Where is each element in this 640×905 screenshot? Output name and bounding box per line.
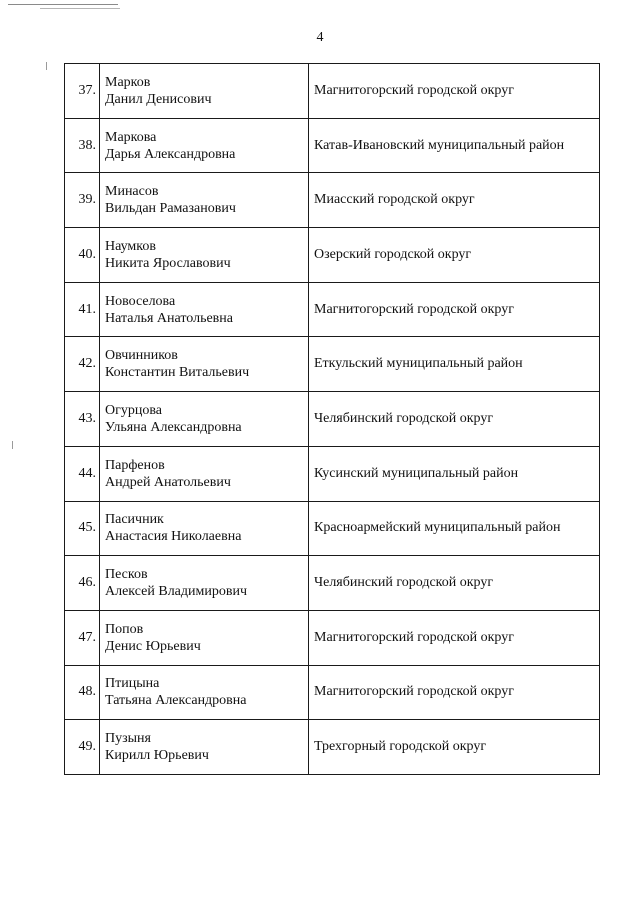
table-row <box>65 337 600 392</box>
table-row <box>65 64 600 119</box>
participant-surname: Птицына <box>105 676 160 692</box>
row-number: 45. <box>65 501 100 556</box>
participant-name-cell <box>100 282 309 337</box>
participant-given-names: Денис Юрьевич <box>105 638 201 654</box>
participant-name-cell <box>100 173 309 228</box>
participant-name-cell <box>100 720 309 775</box>
participant-given-names: Константин Витальевич <box>105 365 250 381</box>
municipality-cell: Магнитогорский городской округ <box>309 282 600 337</box>
row-number: 46. <box>65 556 100 611</box>
participant-given-names: Ульяна Александровна <box>105 419 242 435</box>
table-row <box>65 228 600 283</box>
table-row <box>65 173 600 228</box>
participant-name-cell <box>100 337 309 392</box>
participant-name-cell <box>100 392 309 447</box>
row-number: 40. <box>65 228 100 283</box>
row-number: 37. <box>65 64 100 119</box>
participant-surname: Минасов <box>105 184 159 200</box>
scan-artifact-line <box>8 4 118 5</box>
row-number: 43. <box>65 392 100 447</box>
participant-given-names: Алексей Владимирович <box>105 584 248 600</box>
participant-surname: Огурцова <box>105 402 162 418</box>
row-number: 49. <box>65 720 100 775</box>
page-number: 4 <box>316 30 324 45</box>
participant-surname: Пузыня <box>105 731 151 747</box>
table-row <box>65 392 600 447</box>
row-number: 48. <box>65 665 100 720</box>
row-number: 44. <box>65 446 100 501</box>
scan-artifact-mark <box>12 441 13 449</box>
scan-artifact-mark <box>46 62 47 70</box>
participant-name-cell <box>100 610 309 665</box>
row-number: 41. <box>65 282 100 337</box>
municipality-cell: Челябинский городской округ <box>309 392 600 447</box>
participant-name-cell <box>100 64 309 119</box>
table-row <box>65 446 600 501</box>
table-row <box>65 282 600 337</box>
row-number: 38. <box>65 118 100 173</box>
participants-table-body <box>65 64 600 775</box>
participant-given-names: Андрей Анатольевич <box>105 474 231 490</box>
participant-surname: Попов <box>105 621 144 637</box>
participant-given-names: Вильдан Рамазанович <box>105 201 236 217</box>
table-row <box>65 118 600 173</box>
participant-name-cell <box>100 501 309 556</box>
participant-surname: Овчинников <box>105 348 178 364</box>
participant-surname: Марков <box>105 74 151 90</box>
participants-table <box>64 63 600 775</box>
municipality-cell: Кусинский муниципальный район <box>309 446 600 501</box>
table-row <box>65 556 600 611</box>
participant-given-names: Никита Ярославович <box>105 255 231 271</box>
participant-surname: Пасичник <box>105 512 164 528</box>
municipality-cell: Катав-Ивановский муниципальный район <box>309 118 600 173</box>
table-row <box>65 610 600 665</box>
municipality-cell: Магнитогорский городской округ <box>309 64 600 119</box>
row-number: 39. <box>65 173 100 228</box>
participant-name-cell <box>100 446 309 501</box>
participant-given-names: Данил Денисович <box>105 91 212 107</box>
municipality-cell: Еткульский муниципальный район <box>309 337 600 392</box>
participant-name-cell <box>100 665 309 720</box>
participant-surname: Новоселова <box>105 293 176 309</box>
participant-name-cell <box>100 556 309 611</box>
municipality-cell: Красноармейский муниципальный район <box>309 501 600 556</box>
table-row <box>65 501 600 556</box>
participant-surname: Наумков <box>105 238 156 254</box>
row-number: 42. <box>65 337 100 392</box>
municipality-cell: Магнитогорский городской округ <box>309 665 600 720</box>
participant-given-names: Анастасия Николаевна <box>105 529 242 545</box>
municipality-cell: Озерский городской округ <box>309 228 600 283</box>
scan-artifact-line <box>40 8 120 9</box>
participant-name-cell <box>100 228 309 283</box>
participant-given-names: Дарья Александровна <box>105 146 236 162</box>
municipality-cell: Трехгорный городской округ <box>309 720 600 775</box>
participant-name-cell <box>100 118 309 173</box>
participant-given-names: Татьяна Александровна <box>105 693 247 709</box>
row-number: 47. <box>65 610 100 665</box>
table-row <box>65 720 600 775</box>
participant-given-names: Наталья Анатольевна <box>105 310 234 326</box>
municipality-cell: Магнитогорский городской округ <box>309 610 600 665</box>
municipality-cell: Челябинский городской округ <box>309 556 600 611</box>
municipality-cell: Миасский городской округ <box>309 173 600 228</box>
table-row <box>65 665 600 720</box>
participant-surname: Песков <box>105 567 148 583</box>
participant-surname: Парфенов <box>105 457 165 473</box>
participant-surname: Маркова <box>105 129 157 145</box>
participant-given-names: Кирилл Юрьевич <box>105 748 209 764</box>
